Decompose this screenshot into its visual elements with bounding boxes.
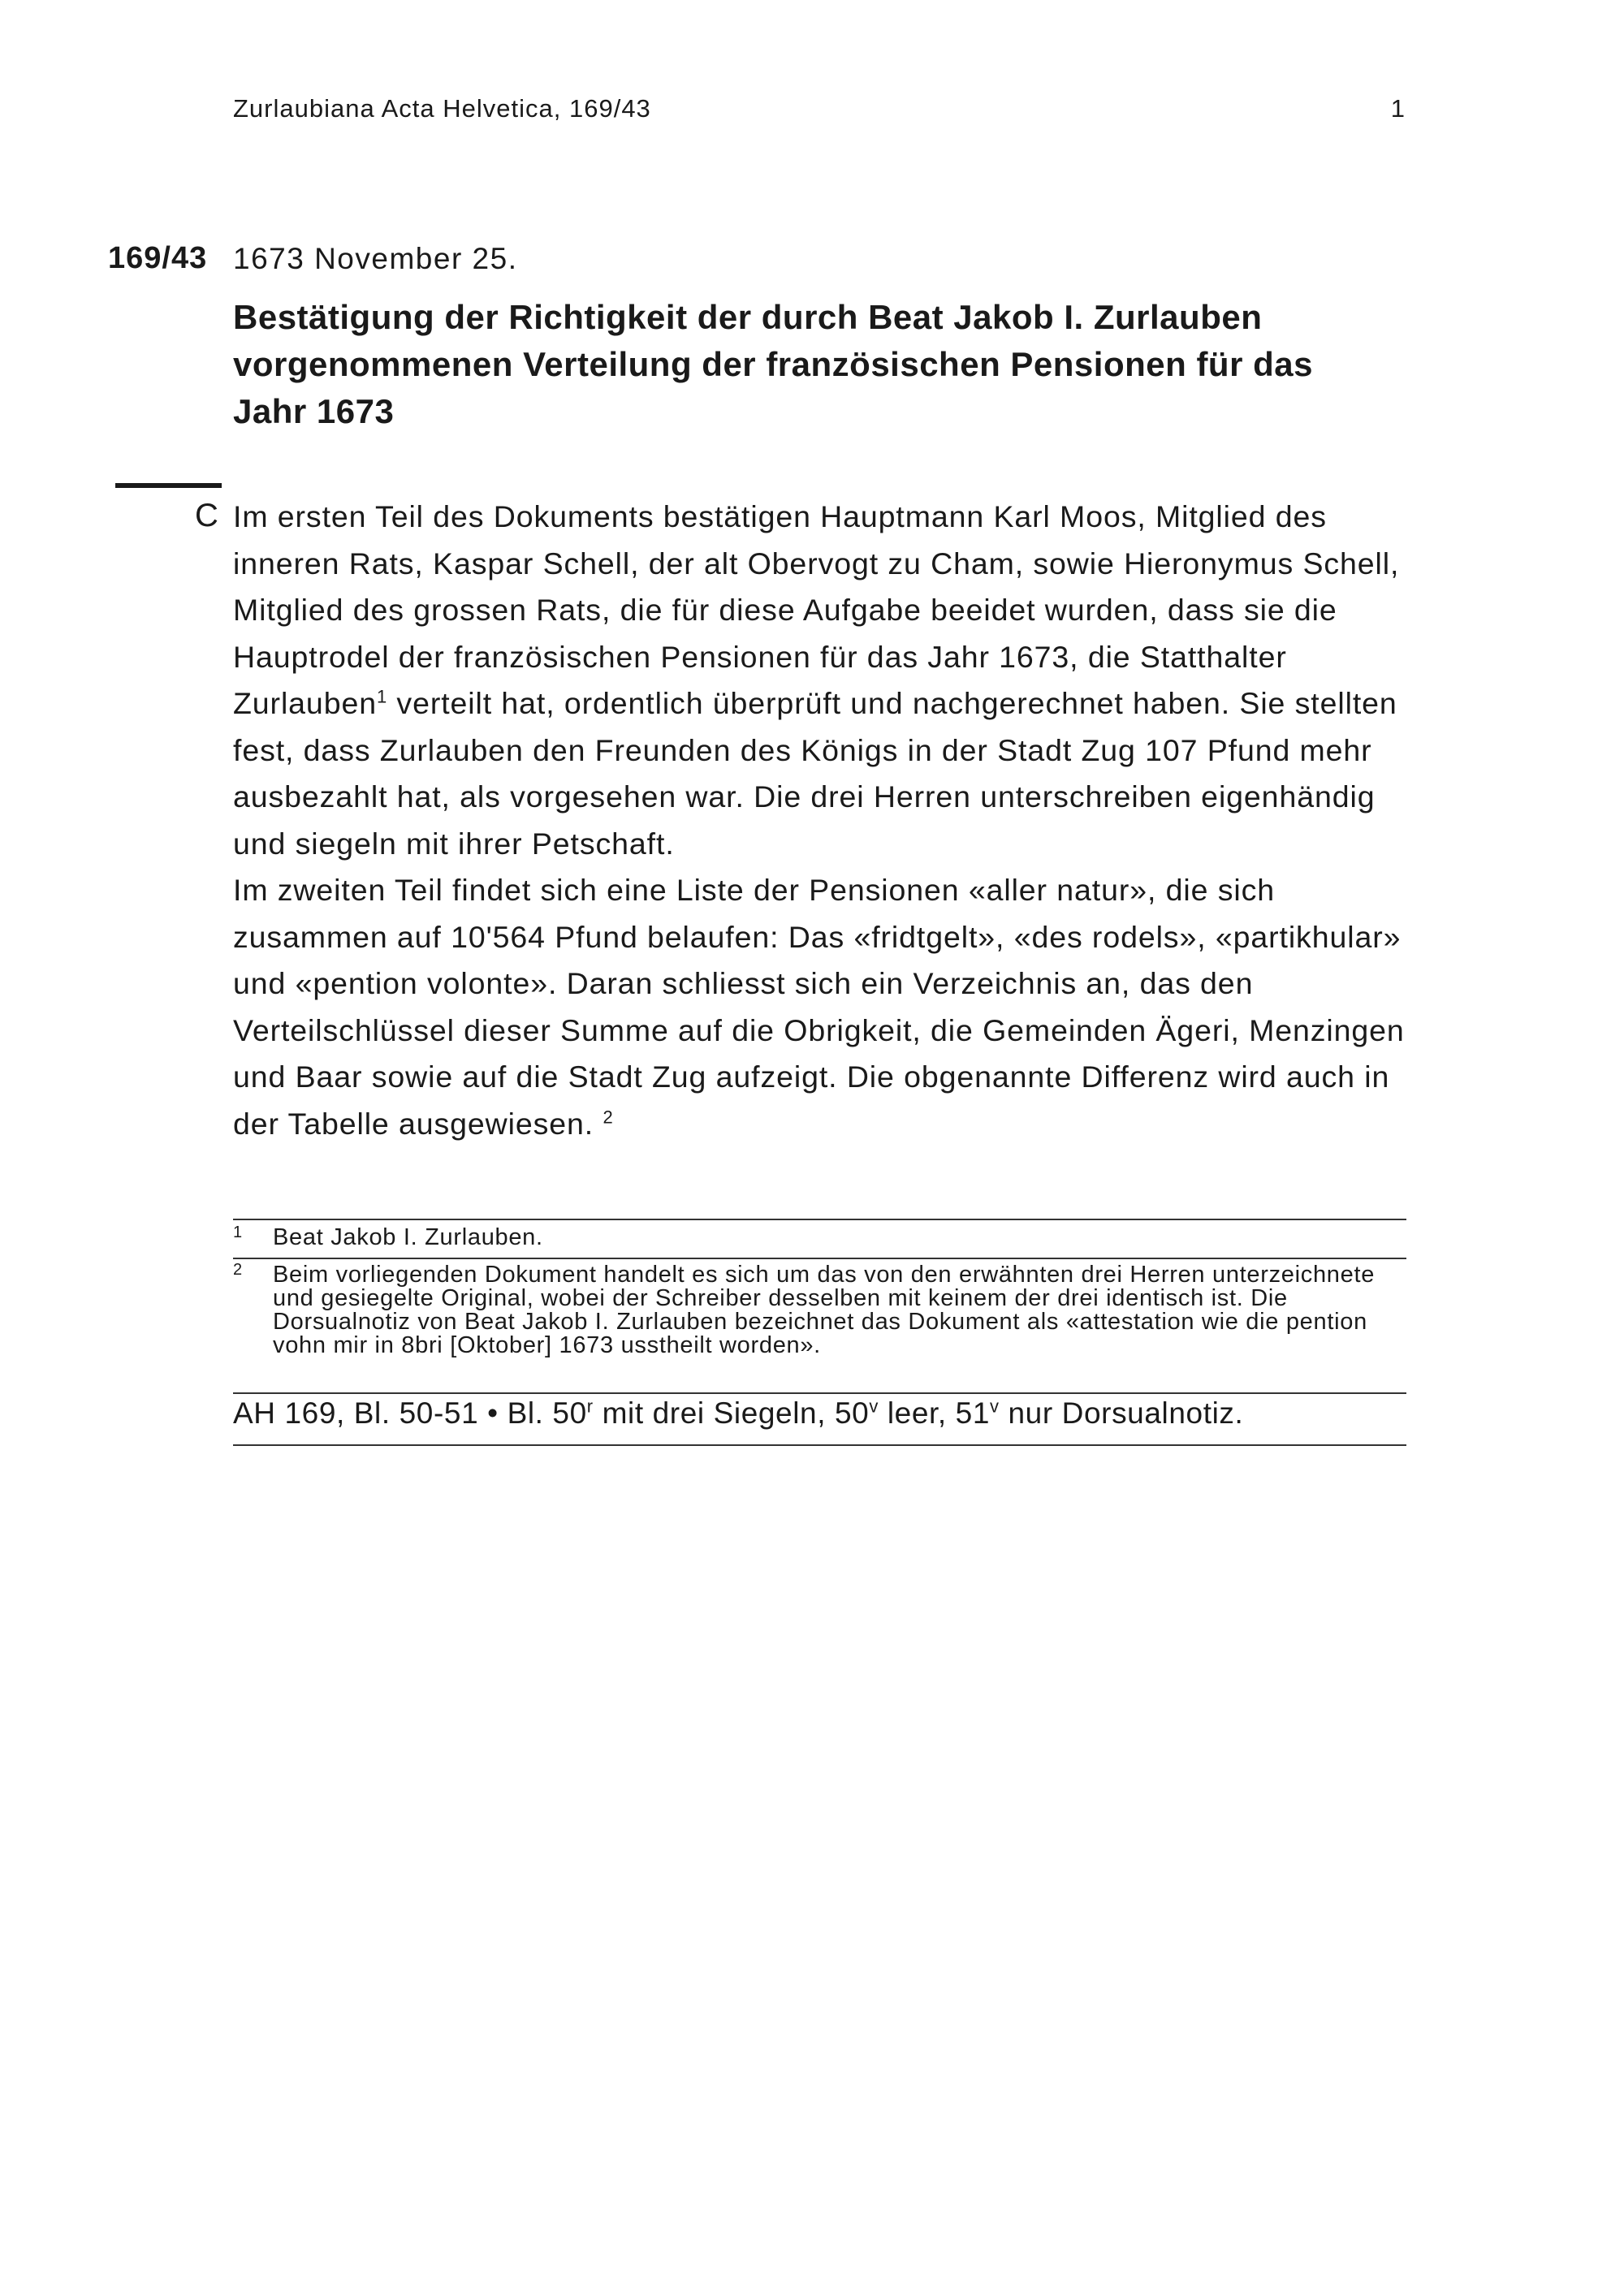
footnote-2-text: Beim vorliegenden Dokument handelt es sich um das von den erwähnten drei Herren unterzeichnete und gesiegelte Original, wobei der Schreiber desselben mit keinem der drei identisch ist. Die Dorsualnotiz von Beat Jakob I. Zurlauben bezeichnet das Dokument als «attestation wie die pention vohn mir in 8bri [Oktober] 1673 usstheilt worden». <box>273 1262 1376 1358</box>
section-marker: C <box>195 498 218 533</box>
document-date: 1673 November 25. <box>233 242 518 275</box>
source-part-1: AH 169, Bl. 50-51 • Bl. 50 <box>233 1396 587 1430</box>
source-part-2: mit drei Siegeln, 50 <box>593 1396 870 1430</box>
document-title: Bestätigung der Richtigkeit der durch Beat Jakob I. Zurlauben vorgenommenen Verteilung der französischen Pensionen für das Jahr 1673 <box>233 298 1313 430</box>
section-divider <box>115 483 222 488</box>
regest-paragraph-1 <box>233 494 1419 867</box>
regest-paragraph-2 <box>233 867 1419 1147</box>
footnote-1-mark: 1 <box>233 1224 243 1241</box>
source-verso-mark-2: v <box>990 1396 1000 1417</box>
source-rule-top <box>233 1392 1406 1394</box>
regest-text <box>233 494 1419 1147</box>
regest-p1-text: Im ersten Teil des Dokuments bestätigen Hauptmann Karl Moos, Mitglied des inneren Rats, Kaspar Schell, der alt Obervogt zu Cham, sowie Hieronymus Schell, Mitglied des grossen Rats, die für diese Aufgabe beeidet wurden, dass sie die Hauptrodel der französischen Pensionen für das Jahr 1673, die Statthalter Zurlauben <box>233 499 1400 720</box>
source-rule-bottom <box>233 1444 1406 1446</box>
source-part-4: nur Dorsualnotiz. <box>999 1396 1244 1430</box>
source-reference <box>233 1396 1406 1431</box>
footnote-2-mark: 2 <box>233 1261 243 1279</box>
note-reference-1[interactable]: 1 <box>376 686 388 707</box>
source-verso-mark-1: v <box>869 1396 879 1417</box>
footnote-1-text: Beat Jakob I. Zurlauben. <box>273 1224 543 1250</box>
source-recto-mark: r <box>586 1396 594 1417</box>
page-number: 1 <box>1390 94 1405 123</box>
running-header-title: Zurlaubiana Acta Helvetica, 169/43 <box>233 94 651 123</box>
regest-p2-text: Im zweiten Teil findet sich eine Liste der Pensionen «aller natur», die sich zusammen auf 10'564 Pfund belaufen: Das «fridtgelt», «des rodels», «partikhular» und «pention volonte». Daran schliesst sich ein Verzeichnis an, das den Verteilschlüssel dieser Summe auf die Obrigkeit, die Gemeinden Ägeri, Menzingen und Baar sowie auf die Stadt Zug aufzeigt. Die obgenannte Differenz wird auch in der Tabelle ausgewiesen. <box>233 873 1405 1141</box>
document-number: 169/43 <box>108 241 208 275</box>
regest-p1-text-continued: verteilt hat, ordentlich überprüft und nachgerechnet haben. Sie stellten fest, dass Zurlauben den Freunden des Königs in der Stadt Zug 107 Pfund mehr ausbezahlt hat, als vorgesehen war. Die drei Herren unterschreiben eigenhändig und siegeln mit ihrer Petschaft. <box>233 686 1397 861</box>
footnote-rule-top <box>233 1219 1406 1220</box>
note-reference-2[interactable]: 2 <box>603 1107 614 1127</box>
source-part-3: leer, 51 <box>878 1396 991 1430</box>
footnote-rule-middle <box>233 1258 1406 1259</box>
